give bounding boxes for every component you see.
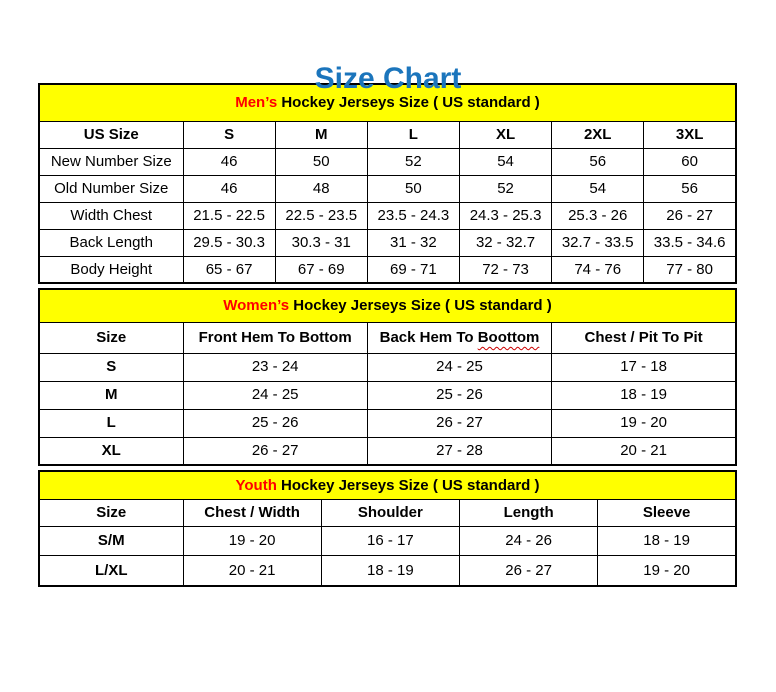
cell-value: 24 - 25 xyxy=(367,353,551,381)
row-label: Width Chest xyxy=(39,202,183,229)
cell-value: 50 xyxy=(275,148,367,175)
cell-value: 46 xyxy=(183,148,275,175)
cell-value: 19 - 20 xyxy=(598,555,736,586)
men-column-header-row xyxy=(39,121,736,148)
women-heading-highlight: Women’s xyxy=(223,297,290,315)
cell-value: 50 xyxy=(367,175,459,202)
youth-column-header-row xyxy=(39,499,736,526)
women-size-table xyxy=(38,288,737,466)
table-row xyxy=(39,256,736,283)
cell-value: 18 - 19 xyxy=(321,555,459,586)
cell-value: 77 - 80 xyxy=(644,256,736,283)
cell-value: 54 xyxy=(459,148,551,175)
cell-value: 65 - 67 xyxy=(183,256,275,283)
men-col-2xl: 2XL xyxy=(552,121,644,148)
men-col-l: L xyxy=(367,121,459,148)
cell-value: 20 - 21 xyxy=(183,555,321,586)
cell-value: 52 xyxy=(459,175,551,202)
cell-value: 23.5 - 24.3 xyxy=(367,202,459,229)
men-col-m: M xyxy=(275,121,367,148)
cell-value: 25 - 26 xyxy=(367,381,551,409)
page-title: Size Chart xyxy=(314,62,462,95)
cell-value: 26 - 27 xyxy=(367,409,551,437)
tables-container xyxy=(38,83,737,587)
women-col-chest: Chest / Pit To Pit xyxy=(552,322,736,353)
cell-value: 22.5 - 23.5 xyxy=(275,202,367,229)
cell-value: 56 xyxy=(552,148,644,175)
cell-value: 26 - 27 xyxy=(183,437,367,465)
cell-value: 30.3 - 31 xyxy=(275,229,367,256)
cell-value: 46 xyxy=(183,175,275,202)
cell-value: 60 xyxy=(644,148,736,175)
women-col-front-hem: Front Hem To Bottom xyxy=(183,322,367,353)
youth-col-length: Length xyxy=(460,499,598,526)
women-section-heading xyxy=(39,289,736,322)
row-label: L xyxy=(39,409,183,437)
row-label: Body Height xyxy=(39,256,183,283)
youth-size-table xyxy=(38,470,737,587)
cell-value: 32.7 - 33.5 xyxy=(552,229,644,256)
youth-col-chest: Chest / Width xyxy=(183,499,321,526)
cell-value: 26 - 27 xyxy=(460,555,598,586)
cell-value: 56 xyxy=(644,175,736,202)
table-row xyxy=(39,526,736,555)
cell-value: 74 - 76 xyxy=(552,256,644,283)
cell-value: 25 - 26 xyxy=(183,409,367,437)
men-heading-rest: Hockey Jerseys Size ( US standard ) xyxy=(277,94,540,112)
women-col-back-hem xyxy=(367,322,551,353)
table-row xyxy=(39,555,736,586)
row-label: Back Length xyxy=(39,229,183,256)
men-size-table xyxy=(38,83,737,284)
men-col-s: S xyxy=(183,121,275,148)
cell-value: 18 - 19 xyxy=(598,526,736,555)
men-col-3xl: 3XL xyxy=(644,121,736,148)
cell-value: 52 xyxy=(367,148,459,175)
row-label: New Number Size xyxy=(39,148,183,175)
row-label: L/XL xyxy=(39,555,183,586)
cell-value: 21.5 - 22.5 xyxy=(183,202,275,229)
cell-value: 25.3 - 26 xyxy=(552,202,644,229)
row-label: S/M xyxy=(39,526,183,555)
back-hem-misspelled-word: Boottom xyxy=(477,328,540,346)
men-heading-highlight: Men’s xyxy=(235,94,278,112)
men-col-xl: XL xyxy=(459,121,551,148)
youth-col-shoulder: Shoulder xyxy=(321,499,459,526)
table-row xyxy=(39,409,736,437)
cell-value: 54 xyxy=(552,175,644,202)
row-label: Old Number Size xyxy=(39,175,183,202)
cell-value: 33.5 - 34.6 xyxy=(644,229,736,256)
table-row xyxy=(39,353,736,381)
women-section-heading-row xyxy=(39,289,736,322)
youth-col-sleeve: Sleeve xyxy=(598,499,736,526)
women-column-header-row xyxy=(39,322,736,353)
table-row xyxy=(39,202,736,229)
row-label: M xyxy=(39,381,183,409)
cell-value: 20 - 21 xyxy=(552,437,736,465)
youth-section-heading-row xyxy=(39,471,736,499)
cell-value: 27 - 28 xyxy=(367,437,551,465)
women-heading-rest: Hockey Jerseys Size ( US standard ) xyxy=(289,297,552,315)
cell-value: 23 - 24 xyxy=(183,353,367,381)
cell-value: 17 - 18 xyxy=(552,353,736,381)
cell-value: 48 xyxy=(275,175,367,202)
cell-value: 24 - 26 xyxy=(460,526,598,555)
youth-heading-highlight: Youth xyxy=(235,476,277,494)
table-row xyxy=(39,229,736,256)
cell-value: 32 - 32.7 xyxy=(459,229,551,256)
cell-value: 29.5 - 30.3 xyxy=(183,229,275,256)
cell-value: 16 - 17 xyxy=(321,526,459,555)
cell-value: 72 - 73 xyxy=(459,256,551,283)
youth-heading-rest: Hockey Jerseys Size ( US standard ) xyxy=(276,476,540,494)
cell-value: 26 - 27 xyxy=(644,202,736,229)
youth-col-size: Size xyxy=(39,499,183,526)
cell-value: 19 - 20 xyxy=(183,526,321,555)
table-row xyxy=(39,437,736,465)
back-hem-prefix: Back Hem To xyxy=(379,328,478,346)
cell-value: 18 - 19 xyxy=(552,381,736,409)
table-row xyxy=(39,148,736,175)
women-col-size: Size xyxy=(39,322,183,353)
row-label: XL xyxy=(39,437,183,465)
cell-value: 19 - 20 xyxy=(552,409,736,437)
cell-value: 67 - 69 xyxy=(275,256,367,283)
youth-section-heading xyxy=(39,471,736,499)
table-row xyxy=(39,381,736,409)
table-row xyxy=(39,175,736,202)
cell-value: 24 - 25 xyxy=(183,381,367,409)
cell-value: 24.3 - 25.3 xyxy=(459,202,551,229)
row-label: S xyxy=(39,353,183,381)
cell-value: 31 - 32 xyxy=(367,229,459,256)
men-col-us-size: US Size xyxy=(39,121,183,148)
cell-value: 69 - 71 xyxy=(367,256,459,283)
